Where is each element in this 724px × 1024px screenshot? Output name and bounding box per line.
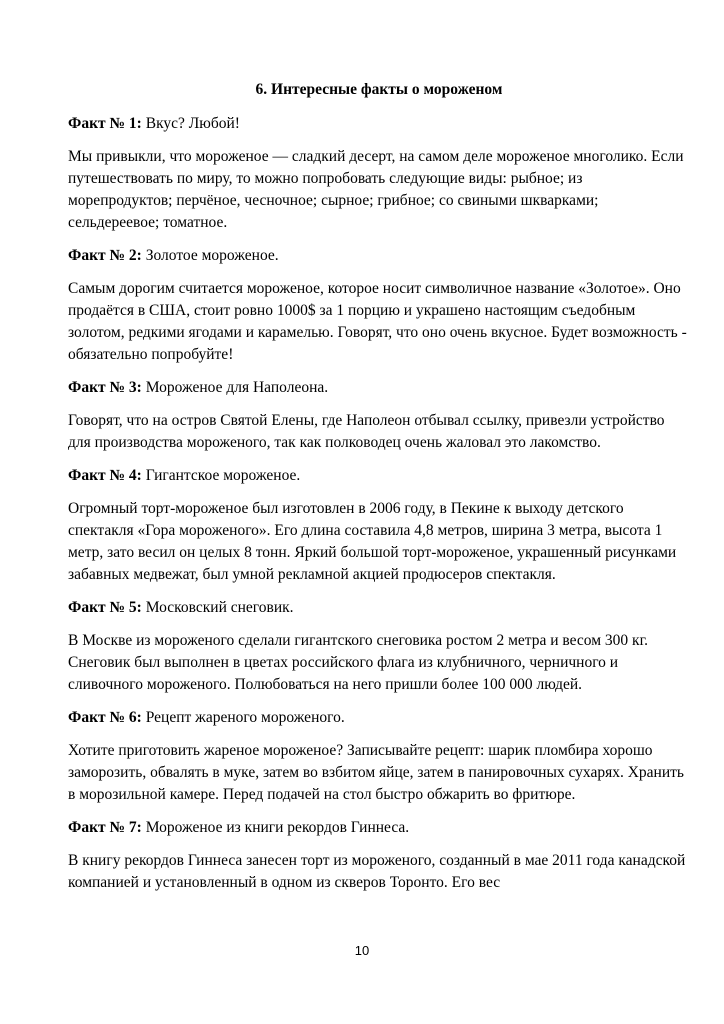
- fact-text: Хотите приготовить жареное мороженое? Записывайте рецепт: шарик пломбира хорошо заморозить, обвалять в муке, затем во взбитом яйце, затем в панировочных сухарях. Хранить в морозильной камере. Перед подачей на стол быстро обжарить во фритюре.: [68, 742, 684, 803]
- fact-title-text: Мороженое из книги рекордов Гиннеса.: [141, 819, 410, 836]
- fact-title-text: Рецепт жареного мороженого.: [141, 709, 345, 726]
- fact-label: Факт № 4:: [68, 467, 142, 484]
- fact-text: Говорят, что на остров Святой Елены, где Наполеон отбывал ссылку, привезли устройство для производства мороженого, так как полководец очень жаловал это лакомство.: [68, 412, 665, 451]
- fact-7: [68, 818, 690, 894]
- fact-text: Огромный торт-мороженое был изготовлен в 2006 году, в Пекине к выходу детского спектакля «Гора мороженого». Его длина составила 4,8 метров, ширина 3 метра, высота 1 метр, зато весил он целых 8 тонн. Яркий большой торт-мороженое, украшенный рисунками забавных медвежат, был умной рекламной акцией продюсеров спектакля.: [68, 500, 677, 583]
- fact-label: Факт № 2:: [68, 247, 142, 264]
- fact-title: [68, 598, 690, 618]
- fact-title: [68, 466, 690, 486]
- fact-3: [68, 378, 690, 454]
- fact-label: Факт № 1:: [68, 115, 142, 132]
- fact-text: В Москве из мороженого сделали гигантского снеговика ростом 2 метра и весом 300 кг. Снеговик был выполнен в цветах российского флага из клубничного, черничного и сливочного мороженого. Полюбоваться на него пришли более 100 000 людей.: [68, 632, 649, 693]
- fact-title: [68, 246, 690, 266]
- fact-title-text: Московский снеговик.: [141, 599, 294, 616]
- fact-5: [68, 598, 690, 696]
- fact-title: [68, 378, 690, 398]
- section-heading: 6. Интересные факты о мороженом: [255, 81, 503, 98]
- fact-text: Мы привыкли, что мороженое — сладкий десерт, на самом деле мороженое многолико. Если путешествовать по миру, то можно попробовать следующие виды: рыбное; из морепродуктов; перчёное, чесночное; сырное; грибное; со свиными шкварками; сельдереевое; томатное.: [68, 148, 684, 231]
- fact-2: [68, 246, 690, 366]
- page-content: [68, 80, 690, 906]
- fact-label: Факт № 7:: [68, 819, 142, 836]
- fact-title-text: Вкус? Любой!: [141, 115, 240, 132]
- fact-title-text: Золотое мороженое.: [141, 247, 279, 264]
- fact-label: Факт № 6:: [68, 709, 142, 726]
- fact-6: [68, 708, 690, 806]
- fact-title-text: Гигантское мороженое.: [141, 467, 301, 484]
- fact-title: [68, 818, 690, 838]
- fact-1: [68, 114, 690, 234]
- fact-text: В книгу рекордов Гиннеса занесен торт из мороженого, созданный в мае 2011 года канадской компанией и установленный в одном из скверов Торонто. Его вес: [68, 852, 686, 891]
- page-number: 10: [354, 943, 370, 958]
- fact-text: Самым дорогим считается мороженое, которое носит символичное название «Золотое». Оно продаётся в США, стоит ровно 1000$ за 1 порцию и украшено настоящим съедобным золотом, редкими ягодами и карамелью. Говорят, что оно очень вкусное. Будет возможность - обязательно попробуйте!: [68, 280, 687, 363]
- fact-title-text: Мороженое для Наполеона.: [141, 379, 329, 396]
- fact-4: [68, 466, 690, 586]
- fact-label: Факт № 5:: [68, 599, 142, 616]
- fact-title: [68, 114, 690, 134]
- fact-label: Факт № 3:: [68, 379, 142, 396]
- fact-title: [68, 708, 690, 728]
